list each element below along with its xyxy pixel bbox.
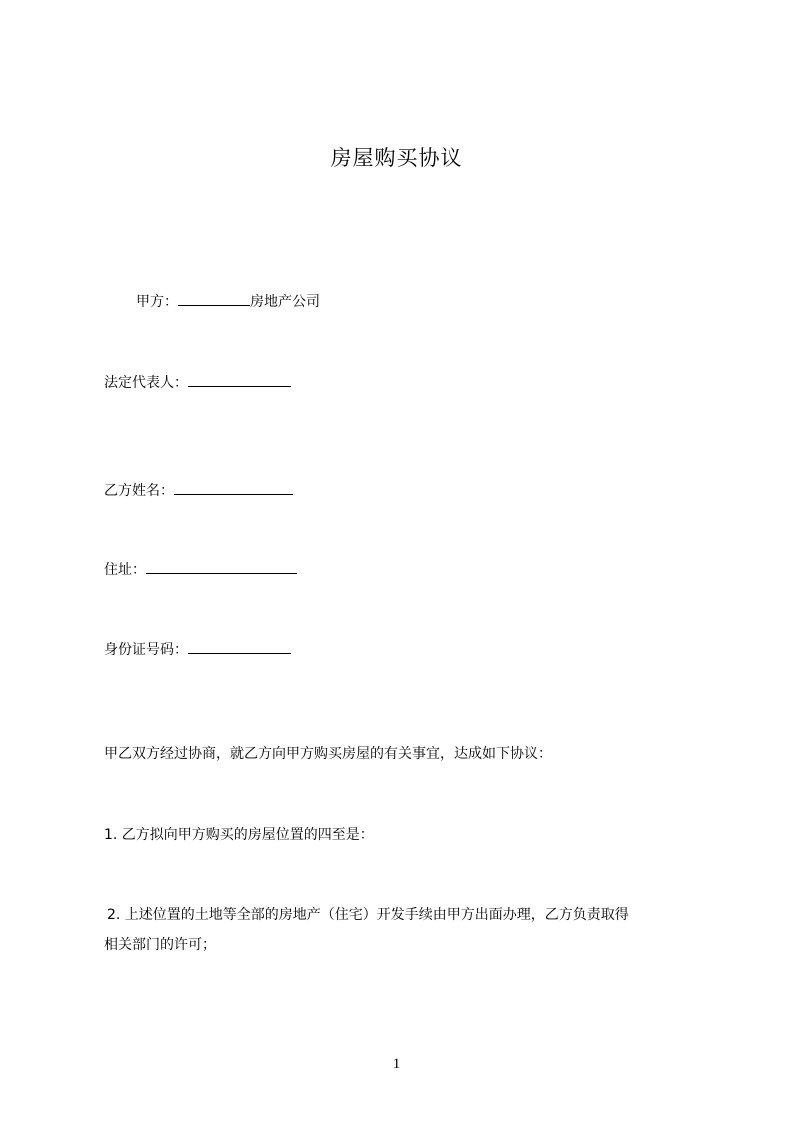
clause-2-continued: 相关部门的许可； bbox=[104, 937, 216, 953]
document-title: 房屋购买协议 bbox=[330, 146, 463, 170]
intro-paragraph: 甲乙双方经过协商，就乙方向甲方购买房屋的有关事宜，达成如下协议： bbox=[104, 746, 552, 762]
page-number: 1 bbox=[392, 1056, 401, 1072]
legal-rep-line bbox=[104, 373, 291, 392]
clause-1: 1. 乙方拟向甲方购买的房屋位置的四至是： bbox=[104, 827, 374, 843]
id-number-blank[interactable] bbox=[188, 640, 291, 654]
address-line bbox=[104, 560, 297, 579]
legal-rep-blank[interactable] bbox=[188, 373, 291, 387]
party-a-line bbox=[136, 292, 320, 311]
party-b-name-blank[interactable] bbox=[174, 481, 293, 495]
address-blank[interactable] bbox=[146, 560, 297, 574]
id-number-label: 身份证号码： bbox=[104, 642, 188, 658]
party-a-blank[interactable] bbox=[178, 292, 250, 306]
party-a-label: 甲方： bbox=[136, 294, 178, 310]
party-b-name-label: 乙方姓名： bbox=[104, 483, 174, 499]
clause-2: 2. 上述位置的土地等全部的房地产（住宅）开发手续由甲方出面办理，乙方负责取得 bbox=[107, 907, 629, 923]
legal-rep-label: 法定代表人： bbox=[104, 375, 188, 391]
id-number-line bbox=[104, 640, 291, 659]
party-a-suffix: 房地产公司 bbox=[250, 294, 320, 310]
address-label: 住址： bbox=[104, 562, 146, 578]
party-b-name-line bbox=[104, 481, 293, 500]
